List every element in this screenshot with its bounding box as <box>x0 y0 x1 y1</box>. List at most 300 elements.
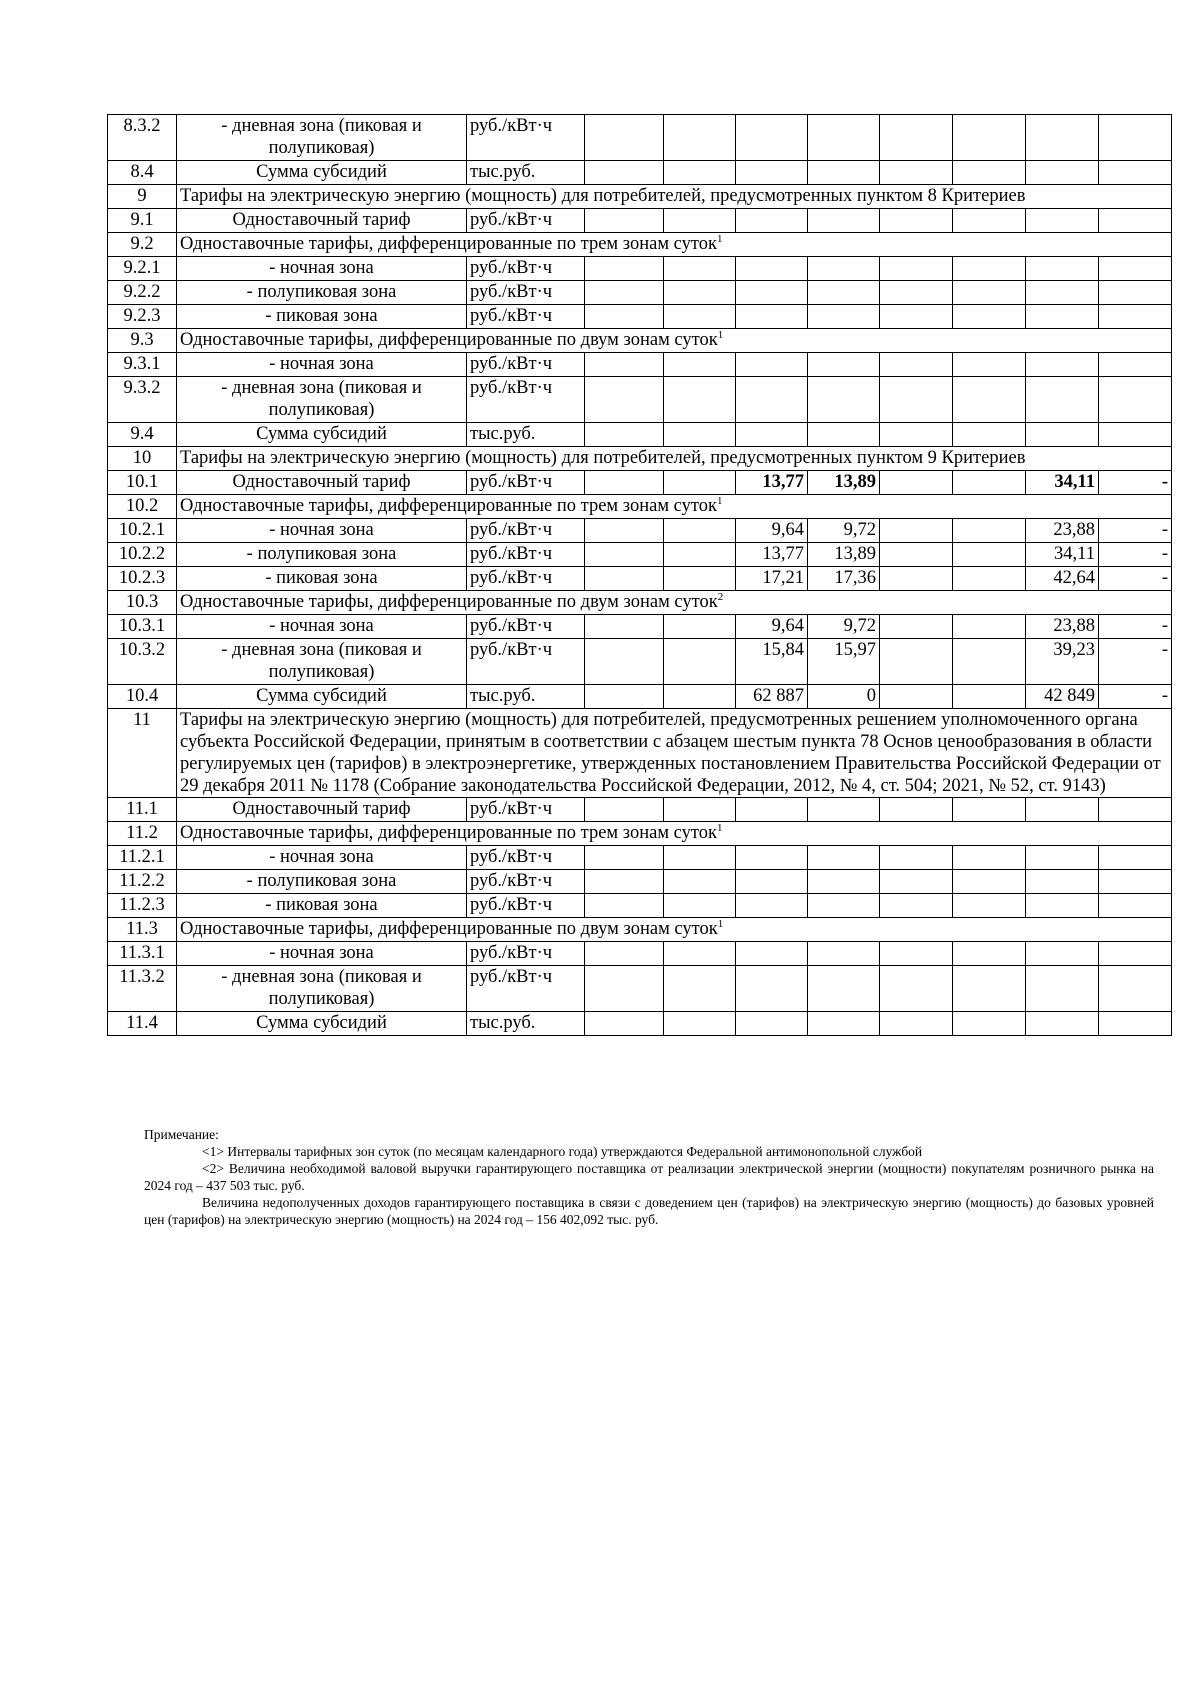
row-label: - ночная зона <box>177 257 467 281</box>
value-cell: 42 849 <box>1026 685 1099 709</box>
value-cell <box>808 377 880 423</box>
value-cell <box>664 639 736 685</box>
row-label: - ночная зона <box>177 353 467 377</box>
value-cell: 15,97 <box>808 639 880 685</box>
value-cell <box>1026 798 1099 822</box>
row-label: - полупиковая зона <box>177 543 467 567</box>
value-cell <box>953 639 1026 685</box>
value-cell: 13,89 <box>808 471 880 495</box>
value-cell <box>585 615 664 639</box>
value-cell <box>1026 870 1099 894</box>
value-cell <box>585 846 664 870</box>
value-cell <box>585 942 664 966</box>
value-cell <box>585 353 664 377</box>
value-cell: 9,64 <box>736 615 808 639</box>
row-number: 10.2 <box>108 495 177 519</box>
table-row <box>108 567 1172 591</box>
row-unit: руб./кВт·ч <box>467 543 585 567</box>
value-cell <box>736 161 808 185</box>
row-unit: руб./кВт·ч <box>467 894 585 918</box>
value-cell <box>736 423 808 447</box>
value-cell: 34,11 <box>1026 471 1099 495</box>
value-cell <box>880 894 953 918</box>
value-cell <box>1099 846 1172 870</box>
value-cell <box>1026 209 1099 233</box>
row-label: Сумма субсидий <box>177 423 467 447</box>
table-row <box>108 870 1172 894</box>
value-cell <box>1026 942 1099 966</box>
row-label: Одноставочный тариф <box>177 209 467 233</box>
row-number: 9.3.1 <box>108 353 177 377</box>
row-label: Одноставочный тариф <box>177 471 467 495</box>
table-row <box>108 281 1172 305</box>
row-unit: руб./кВт·ч <box>467 870 585 894</box>
row-label: - ночная зона <box>177 519 467 543</box>
table-row <box>108 966 1172 1012</box>
row-number: 10.3.2 <box>108 639 177 685</box>
row-unit: руб./кВт·ч <box>467 257 585 281</box>
value-cell <box>1026 846 1099 870</box>
value-cell: - <box>1099 519 1172 543</box>
section-title <box>177 447 1172 471</box>
value-cell <box>664 942 736 966</box>
table-row <box>108 257 1172 281</box>
note-3: Величина недополученных доходов гарантирующего поставщика в связи с доведением цен (тарифов) на электрическую энергию (мощность) до базовых уровней цен (тарифов) на электрическую энергию (мощность) на 2024 год – 156 402,092 тыс. руб. <box>144 1195 1154 1227</box>
value-cell: 9,64 <box>736 519 808 543</box>
value-cell <box>808 894 880 918</box>
table-row <box>108 423 1172 447</box>
value-cell <box>736 305 808 329</box>
footnote-marker: 2 <box>717 590 724 603</box>
value-cell: 62 887 <box>736 685 808 709</box>
row-number: 10.2.2 <box>108 543 177 567</box>
value-cell <box>880 471 953 495</box>
row-unit: руб./кВт·ч <box>467 377 585 423</box>
section-title-text: Одноставочные тарифы, дифференцированные по трем зонам суток <box>180 496 717 516</box>
row-unit: руб./кВт·ч <box>467 942 585 966</box>
table-row <box>108 798 1172 822</box>
table-row <box>108 894 1172 918</box>
value-cell <box>1026 353 1099 377</box>
value-cell <box>953 161 1026 185</box>
value-cell <box>880 281 953 305</box>
value-cell <box>1026 115 1099 161</box>
row-unit: руб./кВт·ч <box>467 471 585 495</box>
value-cell <box>953 615 1026 639</box>
footnote-marker: 1 <box>716 232 723 245</box>
value-cell <box>664 685 736 709</box>
value-cell <box>664 567 736 591</box>
row-number: 8.4 <box>108 161 177 185</box>
value-cell <box>953 846 1026 870</box>
value-cell <box>1026 377 1099 423</box>
section-row <box>108 447 1172 471</box>
value-cell <box>808 281 880 305</box>
value-cell <box>585 209 664 233</box>
value-cell <box>808 846 880 870</box>
row-label: - ночная зона <box>177 615 467 639</box>
value-cell <box>880 305 953 329</box>
value-cell <box>585 115 664 161</box>
value-cell <box>585 1012 664 1036</box>
value-cell <box>1099 305 1172 329</box>
section-row <box>108 709 1172 798</box>
tariff-table <box>107 114 1172 1036</box>
value-cell <box>1099 115 1172 161</box>
row-number: 11.2 <box>108 822 177 846</box>
row-number: 10 <box>108 447 177 471</box>
value-cell: - <box>1099 615 1172 639</box>
value-cell <box>736 209 808 233</box>
value-cell <box>1099 942 1172 966</box>
row-label: Сумма субсидий <box>177 685 467 709</box>
row-number: 9.2.2 <box>108 281 177 305</box>
value-cell: 17,36 <box>808 567 880 591</box>
value-cell <box>664 1012 736 1036</box>
row-number: 11.1 <box>108 798 177 822</box>
value-cell: 9,72 <box>808 519 880 543</box>
footnote-marker: 1 <box>716 821 723 834</box>
row-label: - дневная зона (пиковая и полупиковая) <box>177 966 467 1012</box>
row-label: Сумма субсидий <box>177 1012 467 1036</box>
value-cell <box>1099 1012 1172 1036</box>
row-label: - пиковая зона <box>177 305 467 329</box>
value-cell <box>880 846 953 870</box>
table-row <box>108 209 1172 233</box>
value-cell <box>585 966 664 1012</box>
section-title-text: Одноставочные тарифы, дифференцированные по трем зонам суток <box>180 823 717 843</box>
section-title <box>177 709 1172 798</box>
value-cell <box>664 257 736 281</box>
value-cell <box>880 161 953 185</box>
value-cell <box>664 894 736 918</box>
value-cell <box>880 798 953 822</box>
row-number: 10.2.3 <box>108 567 177 591</box>
row-number: 9.1 <box>108 209 177 233</box>
section-row <box>108 329 1172 353</box>
value-cell <box>880 1012 953 1036</box>
section-title-text: Одноставочные тарифы, дифференцированные по трем зонам суток <box>180 234 717 254</box>
value-cell <box>585 798 664 822</box>
notes-heading: Примечание: <box>144 1127 219 1142</box>
row-number: 11.2.3 <box>108 894 177 918</box>
value-cell <box>808 798 880 822</box>
row-unit: руб./кВт·ч <box>467 966 585 1012</box>
row-number: 9.3 <box>108 329 177 353</box>
value-cell <box>664 305 736 329</box>
value-cell <box>736 798 808 822</box>
value-cell <box>953 543 1026 567</box>
value-cell: 23,88 <box>1026 615 1099 639</box>
value-cell <box>808 423 880 447</box>
section-title <box>177 918 1172 942</box>
table-row <box>108 639 1172 685</box>
row-unit: руб./кВт·ч <box>467 567 585 591</box>
row-label: Одноставочный тариф <box>177 798 467 822</box>
value-cell <box>808 305 880 329</box>
table-row <box>108 471 1172 495</box>
row-number: 11.2.2 <box>108 870 177 894</box>
section-title-text: Одноставочные тарифы, дифференцированные по двум зонам суток <box>180 592 718 612</box>
value-cell <box>808 1012 880 1036</box>
value-cell <box>880 942 953 966</box>
row-number: 10.1 <box>108 471 177 495</box>
row-number: 9.2.1 <box>108 257 177 281</box>
table-row <box>108 377 1172 423</box>
row-unit: тыс.руб. <box>467 423 585 447</box>
note-1: <1> Интервалы тарифных зон суток (по месяцам календарного года) утверждаются Федеральной антимонопольной службой <box>202 1144 923 1159</box>
value-cell <box>1099 870 1172 894</box>
value-cell <box>1026 161 1099 185</box>
row-number: 9.3.2 <box>108 377 177 423</box>
value-cell <box>1099 257 1172 281</box>
value-cell <box>664 870 736 894</box>
row-label: - полупиковая зона <box>177 870 467 894</box>
value-cell <box>585 870 664 894</box>
value-cell: - <box>1099 543 1172 567</box>
value-cell <box>736 257 808 281</box>
row-number: 8.3.2 <box>108 115 177 161</box>
value-cell <box>880 966 953 1012</box>
row-number: 9 <box>108 185 177 209</box>
value-cell <box>736 1012 808 1036</box>
value-cell <box>664 209 736 233</box>
table-row <box>108 519 1172 543</box>
value-cell <box>585 257 664 281</box>
value-cell <box>585 543 664 567</box>
table-row <box>108 846 1172 870</box>
value-cell: 23,88 <box>1026 519 1099 543</box>
value-cell <box>664 543 736 567</box>
value-cell <box>953 423 1026 447</box>
section-title-text: Тарифы на электрическую энергию (мощность) для потребителей, предусмотренных пунктом 9 Критериев <box>180 448 1026 468</box>
value-cell <box>1026 894 1099 918</box>
row-number: 9.2 <box>108 233 177 257</box>
value-cell <box>664 115 736 161</box>
value-cell <box>1026 423 1099 447</box>
value-cell <box>953 966 1026 1012</box>
section-title-text: Тарифы на электрическую энергию (мощность) для потребителей, предусмотренных решением уполномоченного органа субъекта Российской Федерации, принятым в соответствии с абзацем шестым пункта 78 Основ ценообразования в области регулируемых цен (тарифов) в электроэнергетике, утвержденных постановлением Правительства Российской Федерации от 29 декабря 2011 № 1178 (Собрание законодательства Российской Федерации, 2012, № 4, ст. 504; 2021, № 52, ст. 9143) <box>180 710 1161 796</box>
value-cell <box>880 353 953 377</box>
value-cell <box>953 377 1026 423</box>
value-cell <box>664 846 736 870</box>
table-row <box>108 685 1172 709</box>
value-cell <box>953 1012 1026 1036</box>
value-cell <box>1099 798 1172 822</box>
row-label: - ночная зона <box>177 942 467 966</box>
row-number: 11.3.1 <box>108 942 177 966</box>
row-number: 10.3.1 <box>108 615 177 639</box>
value-cell <box>808 353 880 377</box>
value-cell <box>953 894 1026 918</box>
value-cell <box>585 305 664 329</box>
value-cell <box>736 942 808 966</box>
value-cell <box>880 685 953 709</box>
value-cell: 42,64 <box>1026 567 1099 591</box>
section-row <box>108 591 1172 615</box>
row-label: - дневная зона (пиковая и полупиковая) <box>177 115 467 161</box>
footnote-marker: 1 <box>717 328 724 341</box>
value-cell: - <box>1099 639 1172 685</box>
value-cell <box>736 966 808 1012</box>
value-cell <box>585 471 664 495</box>
value-cell: - <box>1099 471 1172 495</box>
table-row <box>108 1012 1172 1036</box>
row-unit: руб./кВт·ч <box>467 353 585 377</box>
value-cell <box>880 423 953 447</box>
row-label: - ночная зона <box>177 846 467 870</box>
value-cell <box>953 281 1026 305</box>
value-cell: 39,23 <box>1026 639 1099 685</box>
row-unit: руб./кВт·ч <box>467 281 585 305</box>
value-cell <box>1099 281 1172 305</box>
value-cell <box>1026 281 1099 305</box>
value-cell <box>664 423 736 447</box>
value-cell <box>953 519 1026 543</box>
value-cell <box>953 870 1026 894</box>
value-cell <box>808 942 880 966</box>
value-cell <box>880 567 953 591</box>
row-unit: руб./кВт·ч <box>467 615 585 639</box>
value-cell <box>880 639 953 685</box>
value-cell <box>953 115 1026 161</box>
section-title <box>177 185 1172 209</box>
row-number: 11.4 <box>108 1012 177 1036</box>
row-label: - дневная зона (пиковая и полупиковая) <box>177 639 467 685</box>
value-cell: 15,84 <box>736 639 808 685</box>
section-title <box>177 233 1172 257</box>
table-row <box>108 615 1172 639</box>
value-cell: - <box>1099 685 1172 709</box>
value-cell <box>880 615 953 639</box>
section-row <box>108 185 1172 209</box>
value-cell <box>736 846 808 870</box>
value-cell <box>953 257 1026 281</box>
value-cell <box>585 161 664 185</box>
row-unit: руб./кВт·ч <box>467 115 585 161</box>
value-cell <box>585 685 664 709</box>
table-row <box>108 543 1172 567</box>
value-cell <box>585 639 664 685</box>
value-cell <box>1099 423 1172 447</box>
footnote-marker: 1 <box>717 917 724 930</box>
value-cell <box>1026 305 1099 329</box>
value-cell <box>1099 161 1172 185</box>
value-cell <box>953 685 1026 709</box>
row-label: - пиковая зона <box>177 567 467 591</box>
section-title-text: Одноставочные тарифы, дифференцированные по двум зонам суток <box>180 330 718 350</box>
value-cell <box>1099 353 1172 377</box>
row-unit: руб./кВт·ч <box>467 305 585 329</box>
row-number: 11.3.2 <box>108 966 177 1012</box>
section-title <box>177 495 1172 519</box>
value-cell <box>953 471 1026 495</box>
row-unit: руб./кВт·ч <box>467 846 585 870</box>
value-cell: 17,21 <box>736 567 808 591</box>
value-cell <box>664 798 736 822</box>
value-cell <box>1026 257 1099 281</box>
section-title-text: Тарифы на электрическую энергию (мощность) для потребителей, предусмотренных пунктом 8 Критериев <box>180 186 1026 206</box>
value-cell <box>664 353 736 377</box>
row-number: 10.4 <box>108 685 177 709</box>
value-cell <box>880 519 953 543</box>
row-unit: тыс.руб. <box>467 685 585 709</box>
value-cell: 13,89 <box>808 543 880 567</box>
value-cell <box>664 615 736 639</box>
value-cell <box>808 870 880 894</box>
table-row <box>108 353 1172 377</box>
table-row <box>108 305 1172 329</box>
row-unit: руб./кВт·ч <box>467 798 585 822</box>
value-cell <box>880 543 953 567</box>
value-cell <box>736 281 808 305</box>
value-cell <box>1099 894 1172 918</box>
notes <box>144 1126 1154 1228</box>
section-row <box>108 918 1172 942</box>
row-number: 9.2.3 <box>108 305 177 329</box>
value-cell <box>664 471 736 495</box>
value-cell <box>880 209 953 233</box>
value-cell <box>736 377 808 423</box>
table-row <box>108 942 1172 966</box>
row-number: 10.2.1 <box>108 519 177 543</box>
value-cell <box>585 377 664 423</box>
value-cell <box>736 894 808 918</box>
table-body <box>108 115 1172 1036</box>
row-label: - пиковая зона <box>177 894 467 918</box>
value-cell <box>880 115 953 161</box>
section-title <box>177 591 1172 615</box>
row-number: 11.2.1 <box>108 846 177 870</box>
note-2: <2> Величина необходимой валовой выручки гарантирующего поставщика от реализации электрической энергии (мощности) покупателям розничного рынка на 2024 год – 437 503 тыс. руб. <box>144 1161 1154 1193</box>
value-cell <box>880 257 953 281</box>
value-cell: - <box>1099 567 1172 591</box>
value-cell <box>1099 966 1172 1012</box>
value-cell <box>585 567 664 591</box>
value-cell <box>664 966 736 1012</box>
section-title-text: Одноставочные тарифы, дифференцированные по двум зонам суток <box>180 919 718 939</box>
value-cell <box>953 209 1026 233</box>
value-cell <box>953 305 1026 329</box>
value-cell <box>953 353 1026 377</box>
section-row <box>108 822 1172 846</box>
table-row <box>108 115 1172 161</box>
value-cell: 13,77 <box>736 471 808 495</box>
row-number: 11.3 <box>108 918 177 942</box>
value-cell <box>808 209 880 233</box>
section-title <box>177 822 1172 846</box>
value-cell: 13,77 <box>736 543 808 567</box>
value-cell <box>808 257 880 281</box>
value-cell <box>736 870 808 894</box>
value-cell <box>953 798 1026 822</box>
value-cell <box>1026 966 1099 1012</box>
value-cell <box>585 519 664 543</box>
row-number: 10.3 <box>108 591 177 615</box>
row-unit: руб./кВт·ч <box>467 519 585 543</box>
row-unit: тыс.руб. <box>467 161 585 185</box>
row-label: - дневная зона (пиковая и полупиковая) <box>177 377 467 423</box>
value-cell <box>953 942 1026 966</box>
row-unit: руб./кВт·ч <box>467 209 585 233</box>
value-cell <box>585 894 664 918</box>
value-cell <box>736 115 808 161</box>
value-cell <box>585 281 664 305</box>
value-cell <box>808 966 880 1012</box>
value-cell <box>953 567 1026 591</box>
row-number: 11 <box>108 709 177 798</box>
value-cell <box>664 161 736 185</box>
